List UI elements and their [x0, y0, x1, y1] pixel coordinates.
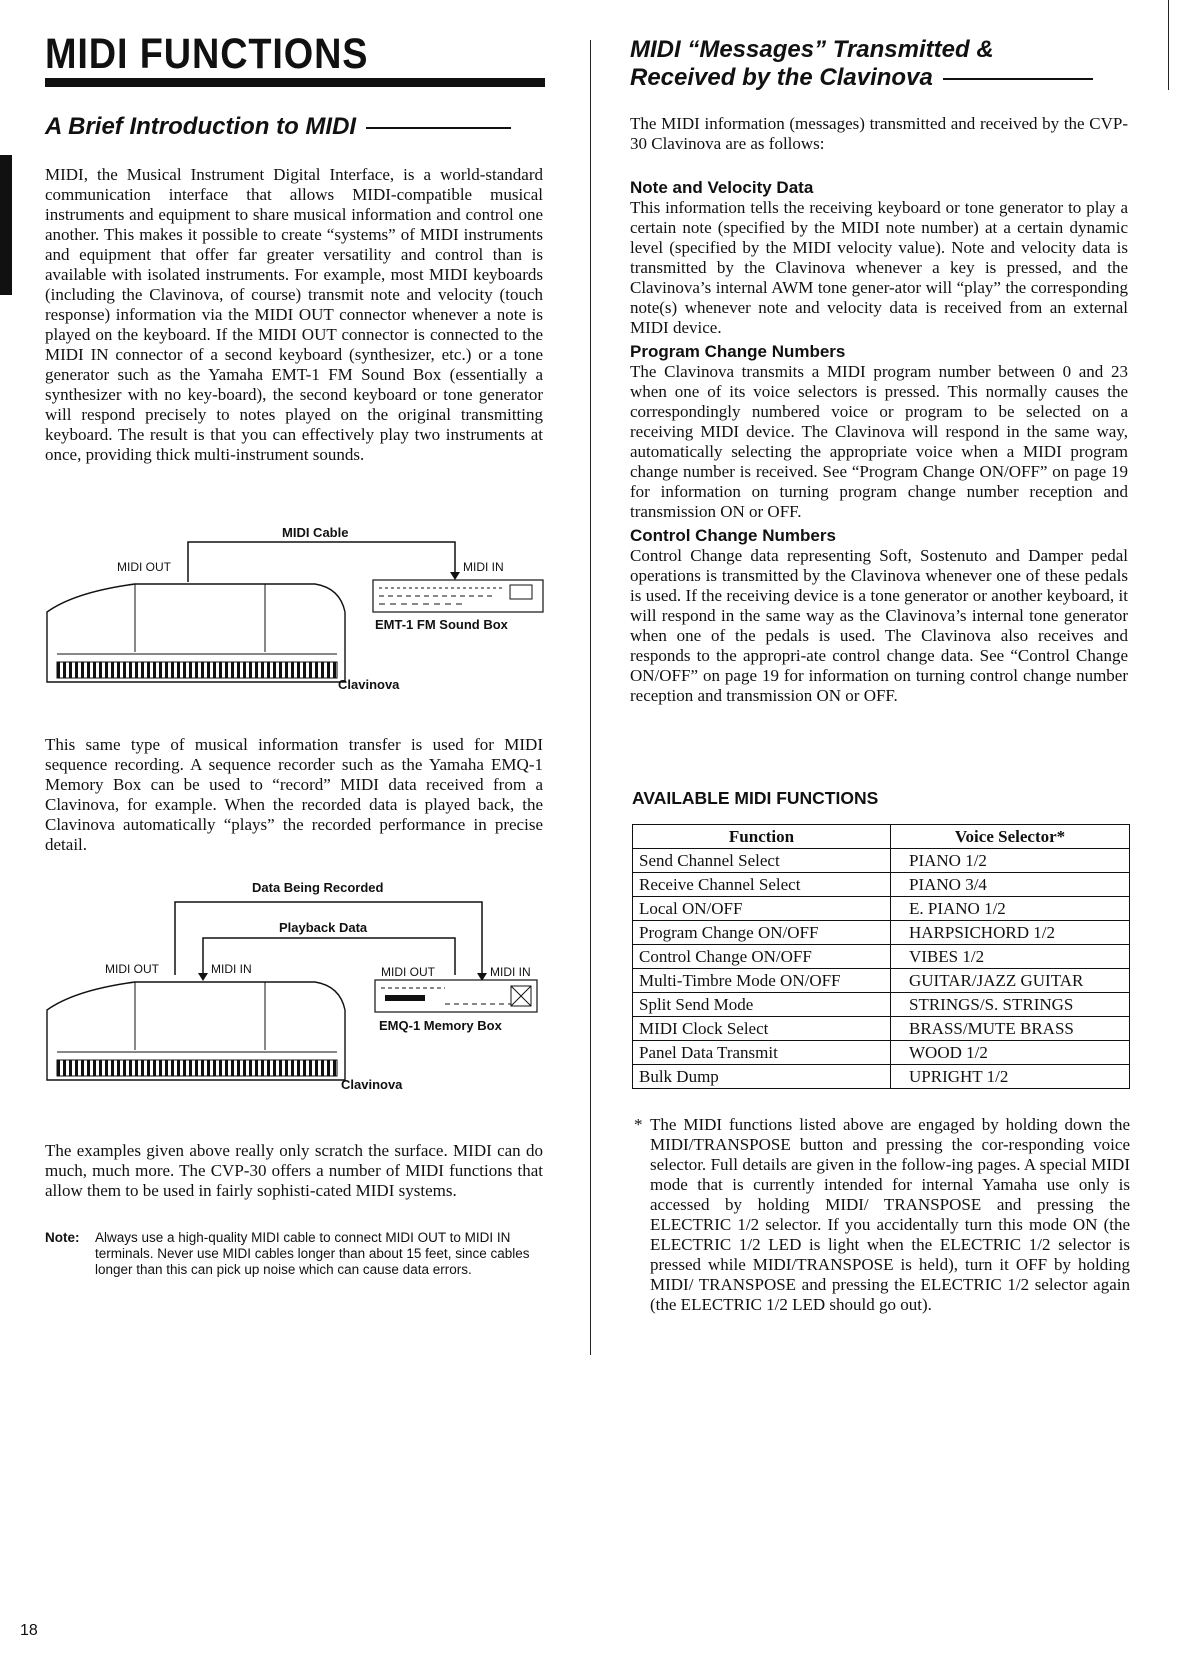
voice-cell: UPRIGHT 1/2 — [891, 1065, 1130, 1089]
midi-functions-table — [632, 824, 1130, 1089]
memory-box-label: EMQ-1 Memory Box — [379, 1018, 502, 1033]
voice-cell: PIANO 3/4 — [891, 873, 1130, 897]
right-section-heading — [630, 36, 1093, 92]
sequence-paragraph: This same type of musical information transfer is used for MIDI sequence recording. A sequence recorder such as the Yamaha EMQ-1 Memory Box can be used to “record” MIDI data received from a Clavinova, for example. When the recorded data is played back, the Clavinova automatically “plays” the recorded performance in precise detail. — [45, 735, 543, 854]
voice-cell: WOOD 1/2 — [891, 1041, 1130, 1065]
midi-in-right-label: MIDI IN — [490, 965, 531, 979]
table-row — [633, 1041, 1130, 1065]
heading-rule — [366, 127, 511, 129]
page-edge-line — [1168, 0, 1169, 90]
footnote-marker: * — [634, 1115, 643, 1134]
playback-data-label: Playback Data — [279, 920, 368, 935]
messages-sections — [630, 178, 1128, 706]
left-section-heading-text: A Brief Introduction to MIDI — [45, 113, 357, 140]
function-cell: Send Channel Select — [633, 849, 891, 873]
table-row — [633, 945, 1130, 969]
section-body: Control Change data representing Soft, Sostenuto and Damper pedal operations is transmitted by the Clavinova whenever one of these pedals is used. If the receiving device is a tone generator or another keyboard, it will respond in the same way as the Clavinova’s internal tone generator when one of the pedals is used. The Clavinova also receives and responds to the appropri-ate control change data. See “Control Change ON/OFF” on page 19 for information on turning control change number reception and transmission ON or OFF. — [630, 546, 1128, 705]
footnote — [632, 1115, 1130, 1315]
clavinova-label: Clavinova — [338, 677, 400, 692]
section-control-change — [630, 526, 1128, 706]
table-row — [633, 897, 1130, 921]
title-underline-bar — [45, 78, 545, 87]
diagram-memory-box — [45, 880, 545, 1095]
note-label: Note: — [45, 1230, 80, 1245]
page-edge-tab — [0, 155, 12, 295]
function-cell: Program Change ON/OFF — [633, 921, 891, 945]
footnote-text: The MIDI functions listed above are engaged by holding down the MIDI/TRANSPOSE button and pressing the cor-responding voice selector. Full details are given in the follow-ing pages. A special MIDI mode that is currently intended for internal Yamaha use only is accessed by holding MIDI/ TRANSPOSE and pressing the ELECTRIC 1/2 selector. If you accidentally turn this mode ON (the ELECTRIC 1/2 LED is light when the ELECTRIC 1/2 selector is pressed while MIDI/TRANSPOSE is held), turn it OFF by holding MIDI/ TRANSPOSE and pressing the ELECTRIC 1/2 selector again (the ELECTRIC 1/2 LED should go out). — [650, 1115, 1130, 1314]
note-text: Always use a high-quality MIDI cable to connect MIDI OUT to MIDI IN terminals. Never use MIDI cables longer than about 15 feet, since cables longer than this can pick up noise which can cause data errors. — [95, 1230, 530, 1277]
table-row — [633, 993, 1130, 1017]
midi-out-right-label: MIDI OUT — [381, 965, 435, 979]
function-cell: Local ON/OFF — [633, 897, 891, 921]
function-cell: Control Change ON/OFF — [633, 945, 891, 969]
function-cell: Multi-Timbre Mode ON/OFF — [633, 969, 891, 993]
function-cell: Bulk Dump — [633, 1065, 891, 1089]
data-recorded-label: Data Being Recorded — [252, 880, 384, 895]
voice-cell: VIBES 1/2 — [891, 945, 1130, 969]
section-title: Program Change Numbers — [630, 342, 846, 361]
header-voice-selector: Voice Selector* — [891, 825, 1130, 849]
voice-cell: GUITAR/JAZZ GUITAR — [891, 969, 1130, 993]
right-heading-line2-row — [630, 64, 1093, 92]
function-cell: Receive Channel Select — [633, 873, 891, 897]
function-cell: MIDI Clock Select — [633, 1017, 891, 1041]
header-function: Function — [633, 825, 891, 849]
section-body: This information tells the receiving keyboard or tone generator to play a certain note (specified by the MIDI note number) at a certain dynamic level (specified by the MIDI velocity value). Note and velocity data is transmitted by the Clavinova whenever a key is pressed, and the Clavinova’s internal AWM tone gener-ator will “play” the corresponding note(s) whenever note and velocity data is received from an external MIDI device. — [630, 198, 1128, 337]
intro-paragraph: MIDI, the Musical Instrument Digital Interface, is a world-standard communication interface that allows MIDI-compatible musical instruments and equipment to share musical information and control one another. This makes it possible to create “systems” of MIDI instruments and equipment that offer far greater versatility and control than is available with isolated instruments. For example, most MIDI keyboards (including the Clavinova, of course) transmit note and velocity (touch response) information via the MIDI OUT connector whenever a note is played on the keyboard. If the MIDI OUT connector is connected to the MIDI IN connector of a second keyboard (synthesizer, etc.) or a tone generator such as the Yamaha EMT-1 FM Sound Box (essentially a synthesizer with no key-board), the second keyboard or tone generator will respond precisely to notes played on the original transmitting keyboard. The result is that you can effectively play two instruments at once, providing thick multi-instrument sounds. — [45, 165, 543, 464]
section-note-velocity — [630, 178, 1128, 338]
closing-paragraph: The examples given above really only scratch the surface. MIDI can do much, much more. The CVP-30 offers a number of MIDI functions that allow them to be used in fairly sophisti-cated MIDI systems. — [45, 1141, 543, 1200]
midi-out-label: MIDI OUT — [117, 560, 171, 574]
voice-cell: STRINGS/S. STRINGS — [891, 993, 1130, 1017]
table-heading: AVAILABLE MIDI FUNCTIONS — [632, 788, 879, 808]
left-section-heading — [45, 113, 545, 141]
voice-cell: HARPSICHORD 1/2 — [891, 921, 1130, 945]
section-title: Note and Velocity Data — [630, 178, 814, 197]
page-number: 18 — [20, 1622, 38, 1639]
function-cell: Split Send Mode — [633, 993, 891, 1017]
clavinova-label-2: Clavinova — [341, 1077, 403, 1092]
function-cell: Panel Data Transmit — [633, 1041, 891, 1065]
midi-in-left-label: MIDI IN — [211, 962, 252, 976]
diagram-midi-cable — [45, 522, 545, 702]
table-row — [633, 1017, 1130, 1041]
voice-cell: PIANO 1/2 — [891, 849, 1130, 873]
sound-box-label: EMT-1 FM Sound Box — [375, 617, 508, 632]
table-row — [633, 921, 1130, 945]
right-heading-line1: MIDI “Messages” Transmitted & — [630, 36, 994, 63]
table-row — [633, 849, 1130, 873]
keyboard-keys — [57, 662, 337, 678]
voice-cell: E. PIANO 1/2 — [891, 897, 1130, 921]
midi-out-left-label: MIDI OUT — [105, 962, 159, 976]
table-row — [633, 969, 1130, 993]
heading-rule-right — [943, 78, 1093, 80]
section-program-change — [630, 342, 1128, 522]
voice-cell: BRASS/MUTE BRASS — [891, 1017, 1130, 1041]
page-title: MIDI FUNCTIONS — [45, 30, 369, 78]
right-heading-line2: Received by the Clavinova — [630, 64, 933, 91]
column-divider — [590, 40, 591, 1355]
table-row — [633, 1065, 1130, 1089]
midi-in-label: MIDI IN — [463, 560, 504, 574]
section-title: Control Change Numbers — [630, 526, 836, 545]
keyboard-keys-2 — [57, 1060, 337, 1076]
section-body: The Clavinova transmits a MIDI program number between 0 and 23 when one of its voice selectors is pressed. This normally causes the correspondingly numbered voice or program to be selected on a receiving MIDI device. The Clavinova will respond in the same way, automatically selecting the appropriate voice when a MIDI program change number is received. See “Program Change ON/OFF” on page 19 for information on turning program change number reception and transmission ON or OFF. — [630, 362, 1128, 521]
right-intro: The MIDI information (messages) transmitted and received by the CVP-30 Clavinova are as follows: — [630, 114, 1128, 153]
table-header-row — [633, 825, 1130, 849]
table-row — [633, 873, 1130, 897]
midi-cable-label: MIDI Cable — [282, 525, 349, 540]
